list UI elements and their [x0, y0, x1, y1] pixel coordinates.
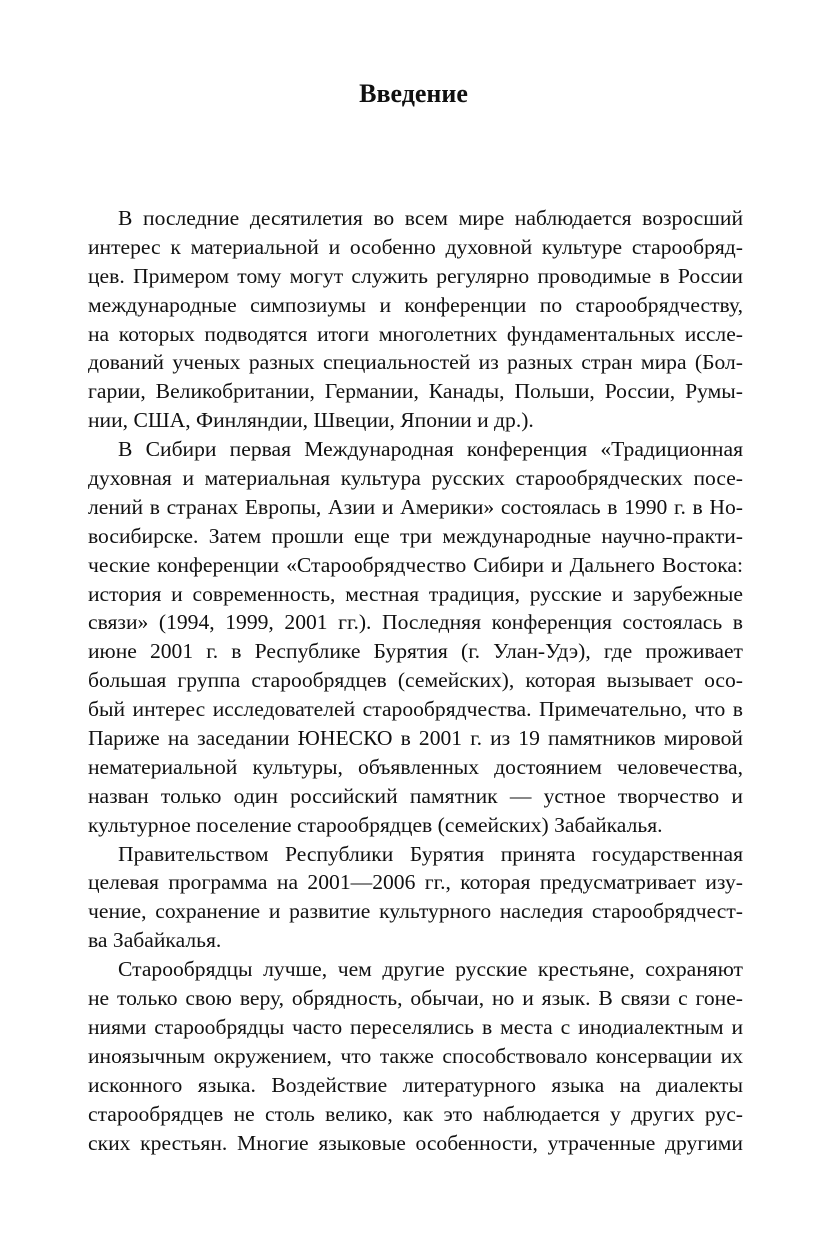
text-line: иноязычным окружением, что также способствовало консервации их [88, 1043, 743, 1068]
paragraph [88, 840, 743, 956]
text-line: ских крестьян. Многие языковые особенности, утраченные другими [88, 1130, 743, 1155]
text-line: связи» (1994, 1999, 2001 гг.). Последняя конференция состоялась в [88, 610, 743, 635]
text-line: июне 2001 г. в Республике Бурятия (г. Улан-Удэ), где проживает [88, 639, 743, 664]
text-line: В последние десятилетия во всем мире наблюдается возросший [118, 206, 743, 230]
text-line: ва Забайкалья. [88, 928, 222, 953]
text-line: нематериальной культуры, объявленных достоянием человечества, [88, 754, 743, 779]
text-line: международные симпозиумы и конференции по старообрядчеству, [88, 292, 743, 317]
text-line: чение, сохранение и развитие культурного наследия старообрядчест- [88, 899, 743, 924]
text-line: на которых подводятся итоги многолетних фундаментальных иссле- [88, 321, 743, 346]
text-line: цев. Примером тому могут служить регулярно проводимые в России [88, 263, 743, 288]
text-line: история и современность, местная традиция, русские и зарубежные [88, 581, 743, 606]
text-line: бый интерес исследователей старообрядчества. Примечательно, что в [88, 697, 743, 722]
page-title: Введение [359, 79, 468, 108]
text-line: не только свою веру, обрядность, обычаи, но и язык. В связи с гоне- [88, 986, 743, 1011]
text-line: ниями старообрядцы часто переселялись в места с инодиалектным и [88, 1014, 743, 1039]
text-line: большая группа старообрядцев (семейских), которая вызывает осо- [88, 668, 743, 693]
text-line: Старообрядцы лучше, чем другие русские крестьяне, сохраняют [118, 957, 743, 982]
text-line: духовная и материальная культура русских старообрядческих посе- [88, 466, 743, 491]
text-line: нии, США, Финляндии, Швеции, Японии и др.). [88, 408, 534, 433]
text-line: ческие конференции «Старообрядчество Сибири и Дальнего Востока: [88, 552, 743, 577]
body-text [88, 204, 743, 1157]
text-line: культурное поселение старообрядцев (семейских) Забайкалья. [88, 812, 663, 837]
text-line: назван только один российский памятник — устное творчество и [88, 783, 743, 808]
text-line: исконного языка. Воздействие литературного языка на диалекты [88, 1072, 743, 1097]
text-line: В Сибири первая Международная конференция «Традиционная [118, 437, 743, 462]
text-line: целевая программа на 2001—2006 гг., которая предусматривает изу- [88, 870, 743, 895]
text-line: восибирске. Затем прошли еще три международные научно-практи- [88, 523, 743, 548]
text-line: интерес к материальной и особенно духовной культуре старообряд- [88, 234, 743, 259]
paragraph [88, 435, 743, 839]
text-line: Париже на заседании ЮНЕСКО в 2001 г. из 19 памятников мировой [88, 726, 743, 751]
text-line: гарии, Великобритании, Германии, Канады, Польши, России, Румы- [88, 379, 743, 404]
text-line: лений в странах Европы, Азии и Америки» состоялась в 1990 г. в Но- [88, 494, 743, 519]
text-line: старообрядцев не столь велико, как это наблюдается у других рус- [88, 1101, 743, 1126]
paragraph [88, 204, 743, 435]
text-line: дований ученых разных специальностей из разных стран мира (Бол- [88, 350, 743, 375]
text-line: Правительством Республики Бурятия принята государственная [118, 841, 743, 866]
paragraph [88, 955, 743, 1157]
